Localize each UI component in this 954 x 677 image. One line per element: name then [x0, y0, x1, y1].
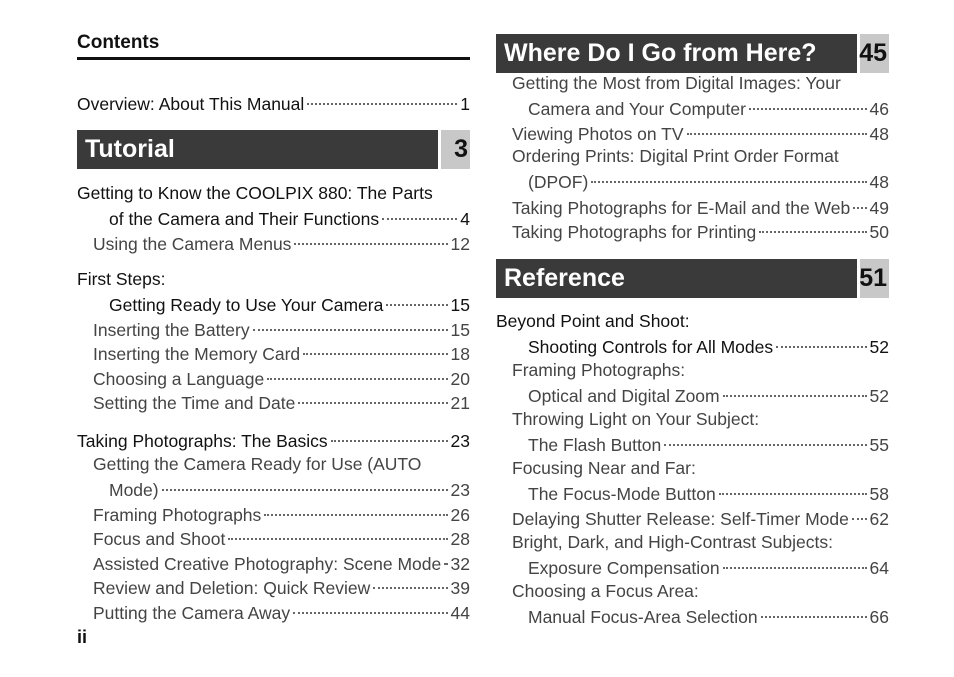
toc-entry-title-line1: Getting the Most from Digital Images: Your: [512, 73, 841, 93]
toc-page-number: 52: [869, 386, 889, 407]
section-page-number: 51: [860, 259, 889, 298]
toc-entry-title: Inserting the Battery: [93, 319, 250, 340]
toc-page-number: 50: [869, 221, 889, 242]
toc-entry-title: Framing Photographs: [93, 504, 262, 525]
leader-dots: [776, 329, 866, 349]
toc-entry-title: Choosing a Language: [93, 368, 265, 389]
toc-page-number: 28: [450, 529, 470, 550]
toc-entry-title-line1: Framing Photographs:: [512, 360, 686, 380]
toc-entry-printing[interactable]: [496, 218, 889, 243]
toc-entry-title: Delaying Shutter Release: Self-Timer Mode: [512, 509, 849, 530]
toc-page-number: 23: [450, 430, 470, 451]
section-page-number: 3: [441, 130, 470, 169]
leader-dots: [759, 213, 866, 233]
leader-dots: [591, 164, 866, 184]
toc-page-number: 44: [450, 602, 470, 623]
contents-rule: [77, 57, 470, 60]
leader-dots: [373, 570, 447, 590]
toc-page-number: 58: [869, 484, 889, 505]
toc-entry-title-line1: Choosing a Focus Area:: [512, 581, 699, 602]
toc-list-item[interactable]: [496, 579, 889, 628]
toc-entry-title-line2: of the Camera and Their Functions: [109, 209, 380, 230]
leader-dots: [382, 201, 457, 221]
leader-dots: [298, 385, 447, 405]
toc-page-number: 62: [869, 509, 889, 530]
toc-page-number: 1: [460, 93, 470, 114]
toc-entry-title-line2: Shooting Controls for All Modes: [528, 337, 774, 358]
toc-list-basics: [77, 501, 470, 624]
toc-entry-title-line1: Getting the Camera Ready for Use (AUTO: [93, 454, 422, 474]
toc-entry-beyond[interactable]: [496, 309, 889, 358]
leader-dots: [386, 287, 447, 307]
toc-entry-basics[interactable]: [77, 427, 470, 452]
toc-page-number: 49: [869, 197, 889, 218]
toc-entry-title: Assisted Creative Photography: Scene Mode: [93, 553, 442, 574]
leader-dots: [331, 422, 448, 442]
leader-dots: [723, 550, 867, 570]
leader-dots: [687, 115, 867, 135]
toc-page-number: 39: [450, 578, 470, 599]
toc-page-number: 15: [450, 295, 470, 316]
leader-dots: [761, 599, 867, 619]
toc-entry-viewing-tv[interactable]: [496, 120, 889, 145]
toc-entry-dpof[interactable]: [496, 144, 889, 193]
section-name: Where Do I Go from Here?: [496, 34, 857, 73]
leader-dots: [253, 311, 448, 331]
toc-entry-title-line1: Getting to Know the COOLPIX 880: The Parts: [77, 183, 433, 203]
toc-page-number: 55: [869, 435, 889, 456]
leader-dots: [852, 501, 867, 521]
leader-dots: [264, 496, 447, 516]
toc-entry-title-line2: Camera and Your Computer: [528, 99, 746, 120]
toc-page-number: 48: [869, 123, 889, 144]
toc-entry-title: Inserting the Memory Card: [93, 344, 301, 365]
contents-heading: Contents: [77, 32, 160, 53]
toc-entry-title-line2: The Flash Button: [528, 435, 662, 456]
leader-dots: [664, 427, 866, 447]
toc-entry-title: Putting the Camera Away: [93, 602, 291, 623]
toc-entry-title: Setting the Time and Date: [93, 393, 296, 414]
section-name: Reference: [496, 259, 857, 298]
page-folio: ii: [77, 627, 88, 647]
toc-page-number: 66: [869, 607, 889, 628]
toc-entry-first-steps[interactable]: [77, 267, 470, 316]
toc-page-number: 64: [869, 558, 889, 579]
toc-entry-title: Focus and Shoot: [93, 529, 226, 550]
toc-entry-title: Overview: About This Manual: [77, 93, 305, 114]
toc-entry-title: Viewing Photos on TV: [512, 123, 684, 144]
toc-page-number: 26: [450, 504, 470, 525]
leader-dots: [228, 521, 447, 541]
toc-entry-title-line2: Manual Focus-Area Selection: [528, 607, 758, 628]
section-bar-where-do-i-go[interactable]: [496, 34, 889, 73]
leader-dots: [723, 378, 867, 398]
toc-page-number: 48: [869, 172, 889, 193]
toc-entry-title: Using the Camera Menus: [93, 233, 292, 254]
leader-dots: [162, 472, 448, 492]
toc-entry-title-line2: Optical and Digital Zoom: [528, 386, 720, 407]
toc-entry-title-line1: First Steps:: [77, 269, 166, 289]
toc-entry-title-line1: Beyond Point and Shoot:: [496, 311, 690, 331]
toc-page-number: 18: [450, 344, 470, 365]
toc-page-number: 12: [450, 233, 470, 254]
section-bar-reference[interactable]: [496, 259, 889, 298]
toc-entry-title: Review and Deletion: Quick Review: [93, 578, 371, 599]
toc-entry-title-line1: Throwing Light on Your Subject:: [512, 409, 760, 430]
leader-dots: [853, 189, 866, 209]
leader-dots: [444, 545, 447, 565]
section-bar-tutorial[interactable]: [77, 130, 470, 169]
toc-page-number: 21: [450, 393, 470, 414]
toc-list-item[interactable]: [496, 506, 889, 531]
toc-entry-title-line1: Focusing Near and Far:: [512, 458, 696, 479]
toc-entry-getting-to-know[interactable]: [77, 181, 470, 230]
toc-entry-overview[interactable]: [77, 90, 470, 115]
toc-entry-title-line2: Exposure Compensation: [528, 558, 720, 579]
toc-entry-title-line2: Mode): [109, 480, 159, 501]
leader-dots: [307, 85, 457, 105]
toc-page-number: 20: [450, 368, 470, 389]
section-name: Tutorial: [77, 130, 438, 169]
toc-page-number: 46: [869, 99, 889, 120]
leader-dots: [719, 476, 867, 496]
toc-list-first-steps: [77, 316, 470, 414]
toc-entry-title: Taking Photographs for E-Mail and the Web: [512, 197, 851, 218]
leader-dots: [293, 594, 447, 614]
toc-entry-camera-ready[interactable]: [77, 452, 470, 501]
section-page-number: 45: [860, 34, 889, 73]
toc-entry-title-line2: The Focus-Mode Button: [528, 484, 716, 505]
toc-entry-title: Taking Photographs: The Basics: [77, 430, 328, 451]
toc-list-item[interactable]: [77, 599, 470, 624]
leader-dots: [294, 225, 447, 245]
toc-entry-title-line1: Ordering Prints: Digital Print Order Format: [512, 146, 839, 166]
toc-page-number: 15: [450, 319, 470, 340]
toc-page-number: 4: [460, 209, 470, 230]
toc-list-item[interactable]: [496, 530, 889, 579]
leader-dots: [303, 336, 447, 356]
toc-page-number: 23: [450, 480, 470, 501]
toc-list-item[interactable]: [77, 526, 470, 551]
toc-entry-title: Taking Photographs for Printing: [512, 221, 757, 242]
leader-dots: [749, 91, 867, 111]
toc-page-number: 52: [869, 337, 889, 358]
toc-list-item[interactable]: [77, 390, 470, 415]
leader-dots: [267, 360, 447, 380]
toc-entry-title-line1: Bright, Dark, and High-Contrast Subjects:: [512, 532, 833, 553]
toc-entry-title-line2: (DPOF): [528, 172, 589, 193]
toc-list-item[interactable]: [496, 456, 889, 505]
toc-list-item[interactable]: [496, 358, 889, 407]
toc-entry-title-line2: Getting Ready to Use Your Camera: [109, 295, 384, 316]
toc-entry-most-from[interactable]: [496, 71, 889, 120]
toc-list-item[interactable]: [496, 407, 889, 456]
toc-page-number: 32: [450, 553, 470, 574]
toc-entry-camera-menus[interactable]: [77, 230, 470, 255]
toc-list-reference: [496, 358, 889, 629]
